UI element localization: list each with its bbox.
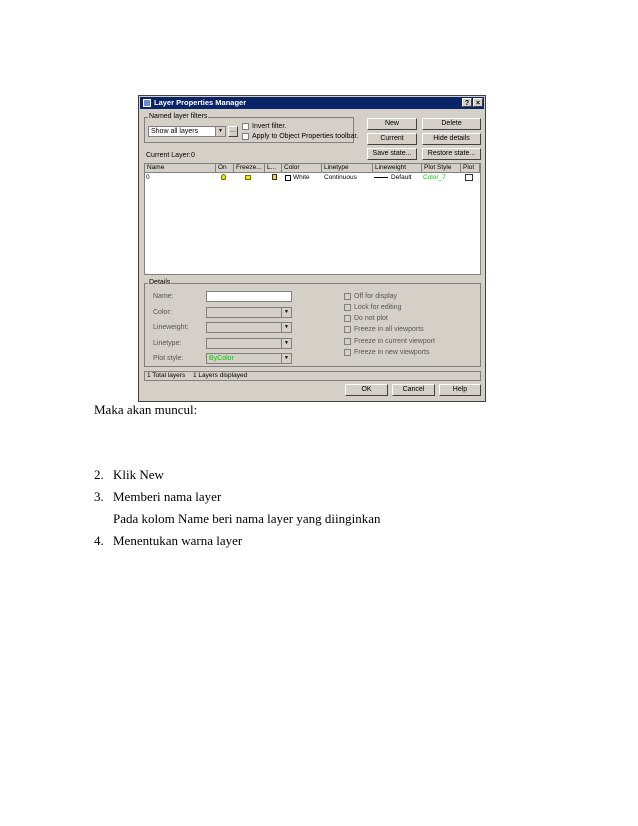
column-plot-style[interactable]: Plot Style — [422, 164, 461, 173]
details-label: Details — [149, 279, 171, 286]
column-freeze[interactable]: Freeze... — [234, 164, 265, 173]
layer-color-cell[interactable]: White — [293, 174, 310, 181]
lineweight-sample — [374, 177, 388, 178]
color-label: Color: — [153, 309, 172, 316]
doc-item2-number: 2. — [94, 467, 104, 482]
freeze-current-checkbox[interactable] — [344, 338, 351, 345]
color-combo[interactable] — [206, 307, 292, 318]
lineweight-combo[interactable] — [206, 322, 292, 333]
plot-style-label: Plot style: — [153, 355, 184, 362]
doc-item4-text: Menentukan warna layer — [113, 533, 243, 548]
lightbulb-icon[interactable] — [221, 174, 226, 180]
layer-plot-style-cell[interactable]: Color_7 — [423, 174, 446, 181]
invert-filter-label: Invert filter. — [252, 123, 287, 130]
doc-item3-text: Memberi nama layer — [113, 489, 222, 504]
lock-editing-checkbox[interactable] — [344, 304, 351, 311]
freeze-all-label: Freeze in all viewports — [354, 326, 424, 333]
details-group — [144, 283, 481, 367]
doc-line-maka: Maka akan muncul: — [94, 402, 198, 417]
column-linetype[interactable]: Linetype — [322, 164, 373, 173]
title-bar[interactable] — [140, 97, 484, 109]
printer-icon[interactable] — [465, 174, 473, 181]
chevron-down-icon[interactable]: ▼ — [281, 308, 291, 317]
chevron-down-icon[interactable]: ▼ — [215, 127, 225, 136]
help-title-button[interactable]: ? — [462, 98, 472, 107]
new-button[interactable]: New — [367, 118, 417, 130]
save-state-button[interactable]: Save state... — [367, 148, 417, 160]
doc-item3-subtext: Pada kolom Name beri nama layer yang diinginkan — [113, 511, 381, 526]
help-button[interactable]: Help — [439, 384, 481, 396]
layer-properties-dialog — [138, 95, 486, 402]
doc-item4-number: 4. — [94, 533, 104, 548]
name-label: Name: — [153, 293, 174, 300]
column-name[interactable]: Name — [145, 164, 216, 173]
plot-style-value: ByColor — [209, 355, 234, 362]
named-filters-label: Named layer filters — [149, 113, 208, 120]
layer-list[interactable] — [144, 163, 481, 275]
layers-displayed-text: 1 Layers displayed — [193, 372, 248, 379]
current-layer-value: 0 — [191, 152, 195, 159]
freeze-all-checkbox[interactable] — [344, 326, 351, 333]
lock-editing-label: Lock for editing — [354, 304, 402, 311]
plot-style-combo[interactable] — [206, 353, 292, 364]
off-display-label: Off for display — [354, 293, 398, 300]
color-swatch[interactable] — [285, 175, 291, 181]
freeze-new-label: Freeze in new viewports — [354, 349, 430, 356]
filter-combo-value: Show all layers — [151, 128, 199, 135]
freeze-new-checkbox[interactable] — [344, 349, 351, 356]
hide-details-button[interactable]: Hide details — [422, 133, 481, 145]
total-layers-text: 1 Total layers — [147, 372, 186, 379]
column-color[interactable]: Color — [282, 164, 322, 173]
filter-more-button[interactable]: ... — [228, 126, 238, 137]
do-not-plot-checkbox[interactable] — [344, 315, 351, 322]
chevron-down-icon[interactable]: ▼ — [281, 323, 291, 332]
app-icon — [143, 99, 151, 107]
linetype-label: Linetype: — [153, 340, 182, 347]
doc-item3-number: 3. — [94, 489, 104, 504]
chevron-down-icon[interactable]: ▼ — [281, 339, 291, 348]
doc-item2-text: Klik New — [113, 467, 164, 482]
close-icon[interactable]: × — [473, 98, 483, 107]
status-bar — [144, 371, 481, 381]
ok-button[interactable]: OK — [345, 384, 388, 396]
layer-lineweight-cell[interactable]: Default — [391, 174, 412, 181]
column-lock[interactable]: L... — [265, 164, 282, 173]
lineweight-label: Lineweight: — [153, 324, 189, 331]
linetype-combo[interactable] — [206, 338, 292, 349]
filter-combo[interactable] — [148, 126, 226, 137]
layer-linetype-cell[interactable]: Continuous — [324, 174, 357, 181]
column-plot[interactable]: Plot — [461, 164, 480, 173]
column-lineweight[interactable]: Lineweight — [373, 164, 422, 173]
invert-filter-checkbox[interactable] — [242, 123, 249, 130]
sun-icon[interactable] — [245, 175, 251, 180]
name-field[interactable] — [206, 291, 292, 302]
do-not-plot-label: Do not plot — [354, 315, 388, 322]
dialog-title: Layer Properties Manager — [154, 98, 247, 107]
chevron-down-icon[interactable]: ▼ — [281, 354, 291, 363]
freeze-current-label: Freeze in current viewport — [354, 338, 435, 345]
restore-state-button[interactable]: Restore state... — [422, 148, 481, 160]
cancel-button[interactable]: Cancel — [392, 384, 435, 396]
current-layer-label: Current Layer: — [146, 152, 191, 159]
lock-icon[interactable] — [272, 174, 277, 180]
apply-toolbar-label: Apply to Object Properties toolbar. — [252, 133, 359, 140]
column-on[interactable]: On — [216, 164, 234, 173]
apply-toolbar-checkbox[interactable] — [242, 133, 249, 140]
delete-button[interactable]: Delete — [422, 118, 481, 130]
off-display-checkbox[interactable] — [344, 293, 351, 300]
layer-name-cell[interactable]: 0 — [146, 174, 150, 181]
current-button[interactable]: Current — [367, 133, 417, 145]
